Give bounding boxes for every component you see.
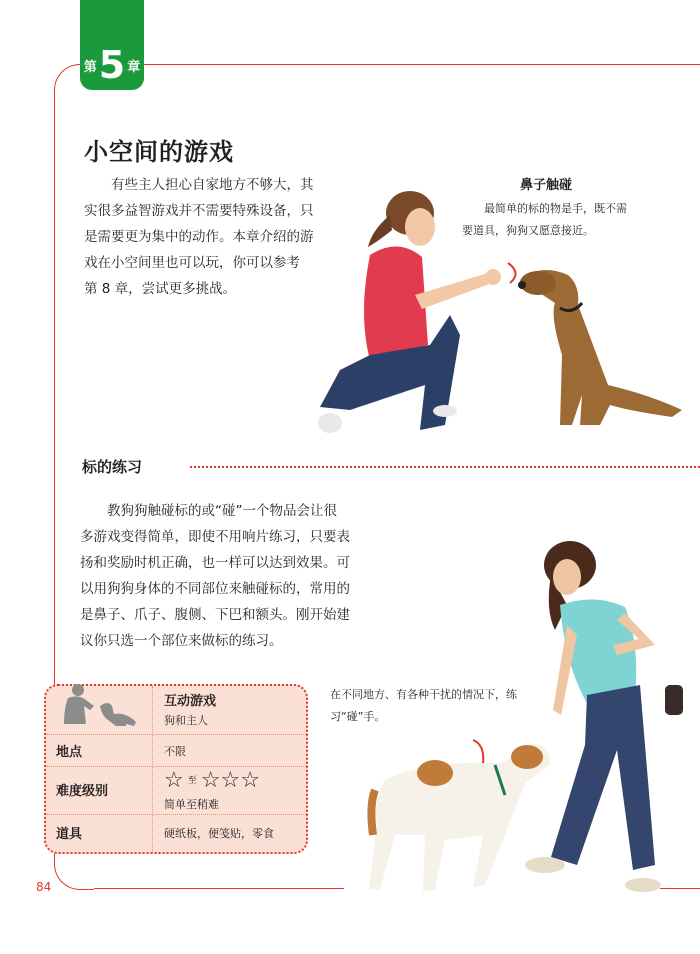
intro-line: 戏在小空间里也可以玩，你可以参考 [84, 255, 300, 271]
nose-touch-line: 要道具，狗狗又愿意接近。 [462, 224, 594, 237]
body-line: 多游戏变得简单，即使不用响片练习，只要表 [80, 529, 350, 545]
body-line: 以用狗狗身体的不同部位来触碰标的，常用的 [80, 581, 350, 597]
body-line: 是鼻子、爪子、腹侧、下巴和额头。刚开始建 [80, 607, 350, 623]
intro-line: 是需要更为集中的动作。本章介绍的游 [84, 229, 314, 245]
body-paragraph [80, 498, 390, 654]
body-line: 议你只选一个部位来做标的练习。 [80, 633, 283, 649]
table-header-row [46, 686, 306, 735]
difficulty-label: 难度级别 [56, 784, 109, 799]
difficulty-text: 简单至稍难 [164, 798, 219, 811]
section-heading: 标的练习 [82, 458, 143, 476]
props-value: 硬纸板，便笺贴，零食 [164, 827, 274, 840]
table-row-location [46, 734, 306, 767]
table-row-difficulty [46, 766, 306, 815]
body-line: 教狗狗触碰标的或“碰”一个物品会让很 [80, 503, 337, 519]
table-header-subtitle: 狗和主人 [164, 714, 208, 727]
person-dog-icon [56, 680, 140, 728]
body-line: 扬和奖励时机正确，也一样可以达到效果。可 [80, 555, 350, 571]
info-table [44, 684, 308, 854]
nose-touch-heading: 鼻子触碰 [520, 178, 573, 193]
chapter-tab [80, 0, 144, 90]
star-icon: ☆ [164, 768, 184, 793]
location-label: 地点 [56, 745, 83, 760]
star-icon: ☆☆☆ [200, 768, 260, 793]
caption-line: 在不同地方、有各种干扰的情况下，练 [330, 688, 517, 701]
standing-woman-dog-photo [355, 535, 700, 905]
props-label: 道具 [56, 827, 83, 842]
table-header-title: 互动游戏 [164, 694, 217, 709]
intro-line: 实很多益智游戏并不需要特殊设备，只 [84, 203, 314, 219]
page-title: 小空间的游戏 [84, 138, 234, 166]
chapter-suffix: 章 [127, 60, 141, 75]
section-dotted-rule [190, 466, 700, 468]
nose-touch-text [462, 198, 692, 242]
frame-bottom-line [94, 888, 344, 889]
chapter-prefix: 第 [83, 60, 97, 75]
caption-line: 习“碰”手。 [330, 710, 386, 723]
difficulty-stars [164, 770, 260, 792]
difficulty-to: 至 [187, 776, 197, 786]
location-value: 不限 [164, 745, 186, 758]
table-row-props [46, 814, 306, 852]
intro-line: 有些主人担心自家地方不够大，其 [84, 177, 314, 193]
frame-top-line [142, 64, 700, 65]
chapter-number: 5 [98, 43, 126, 87]
nose-touch-line: 最简单的标的物是手，既不需 [462, 202, 627, 215]
intro-paragraph [84, 172, 344, 302]
intro-line: 第 8 章，尝试更多挑战。 [84, 281, 237, 297]
page-number: 84 [36, 880, 52, 894]
